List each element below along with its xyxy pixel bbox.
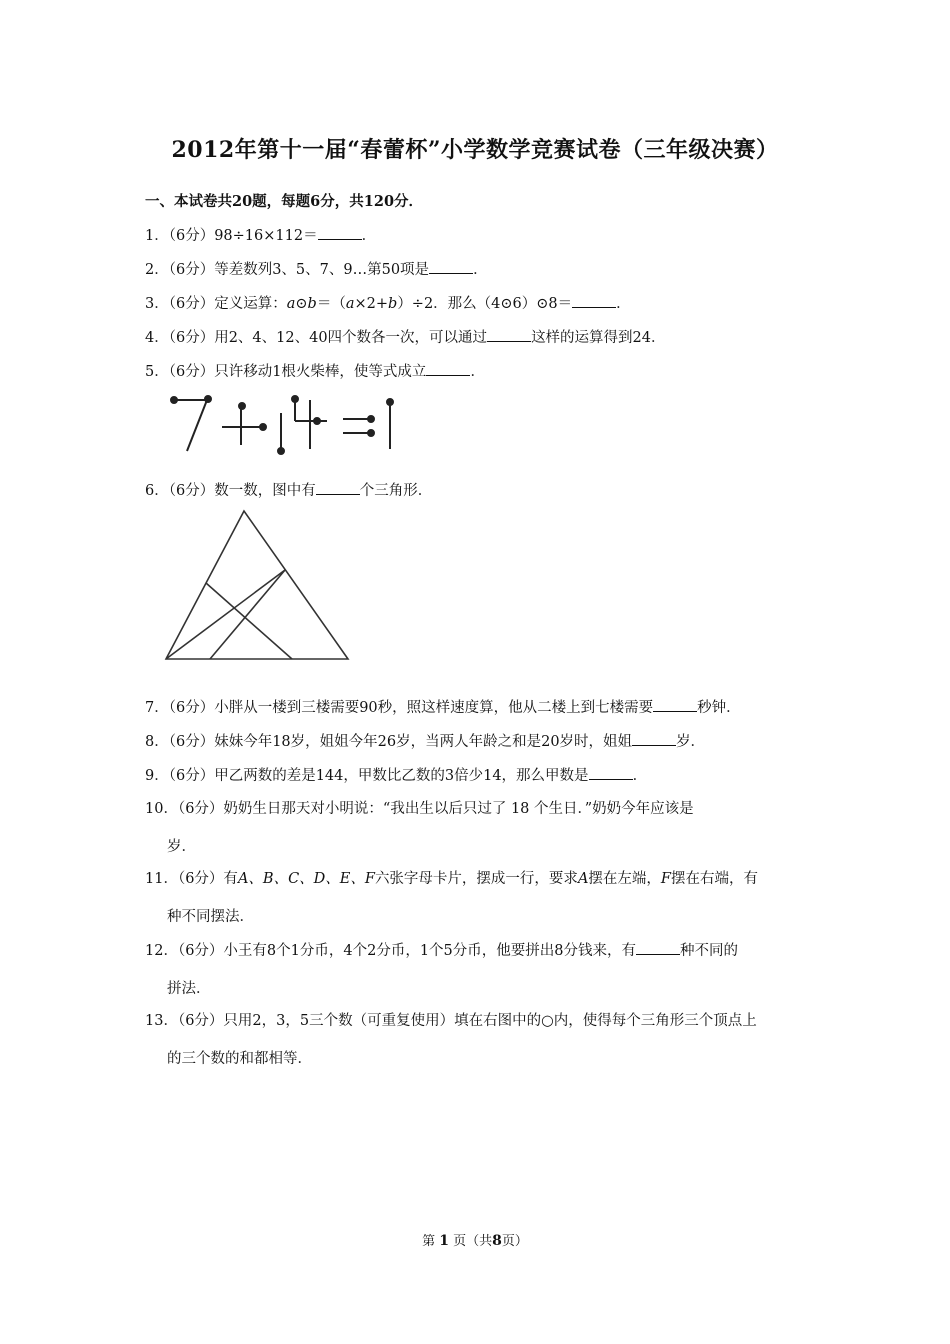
answer-blank[interactable] <box>636 940 680 955</box>
page-number: 1 <box>439 1233 449 1249</box>
matchstick-equation-figure <box>160 393 410 458</box>
answer-blank[interactable] <box>429 259 473 274</box>
answer-blank[interactable] <box>318 225 362 240</box>
answer-blank[interactable] <box>632 731 676 746</box>
answer-blank[interactable] <box>572 293 616 308</box>
question-10: 10．（6分）奶奶生日那天对小明说：“我出生以后只过了 18 个生日．”奶奶今年应该是 岁． <box>145 801 694 855</box>
question-8: 8．（6分）妹妹今年18岁，姐姐今年26岁，当两人年龄之和是20岁时，姐姐 岁． <box>145 731 705 752</box>
answer-blank[interactable] <box>426 361 470 376</box>
answer-blank[interactable] <box>653 697 697 712</box>
question-7: 7．（6分）小胖从一楼到三楼需要90秒，照这样速度算，他从二楼上到七楼需要 秒钟． <box>145 697 741 718</box>
question-3: 3．（6分）定义运算：a⊙b＝（a×2+b）÷2．那么（4⊙6）⊙8＝ ． <box>145 293 631 314</box>
answer-blank[interactable] <box>589 765 633 780</box>
question-12: 12．（6分）小王有8个1分币，4个2分币，1个5分币，他要拼出8分钱来，有 种不同的 拼法． <box>145 940 738 999</box>
page-footer: 第 1 页（共8页） <box>422 1233 528 1249</box>
triangle-count-figure <box>158 505 358 665</box>
question-2: 2．（6分）等差数列3、5、7、9…第50项是 ． <box>145 259 488 280</box>
question-9: 9．（6分）甲乙两数的差是144，甲数比乙数的3倍少14，那么甲数是 ． <box>145 765 647 786</box>
page-title: 2012年第十一届“春蕾杯”小学数学竞赛试卷（三年级决赛） <box>171 137 779 163</box>
question-4: 4．（6分）用2、4、12、40四个数各一次，可以通过 这样的运算得到24． <box>145 327 666 348</box>
question-11: 11．（6分）有A、B、C、D、E、F六张字母卡片，摆成一行，要求A摆在左端，F摆在右端，有 种不同摆法． <box>145 871 758 925</box>
answer-blank[interactable] <box>487 327 531 342</box>
question-5: 5．（6分）只许移动1根火柴棒，使等式成立 ． <box>145 361 485 382</box>
page-total: 8 <box>492 1233 502 1249</box>
question-6: 6．（6分）数一数，图中有 个三角形． <box>145 480 432 501</box>
question-13: 13．（6分）只用2，3，5三个数（可重复使用）填在右图中的○内，使得每个三角形三个顶点上 的三个数的和都相等． <box>145 1013 757 1067</box>
question-1: 1．（6分）98÷16×112＝ ． <box>145 225 376 246</box>
answer-blank[interactable] <box>316 480 360 495</box>
section-heading: 一、本试卷共20题，每题6分，共120分． <box>145 193 424 210</box>
